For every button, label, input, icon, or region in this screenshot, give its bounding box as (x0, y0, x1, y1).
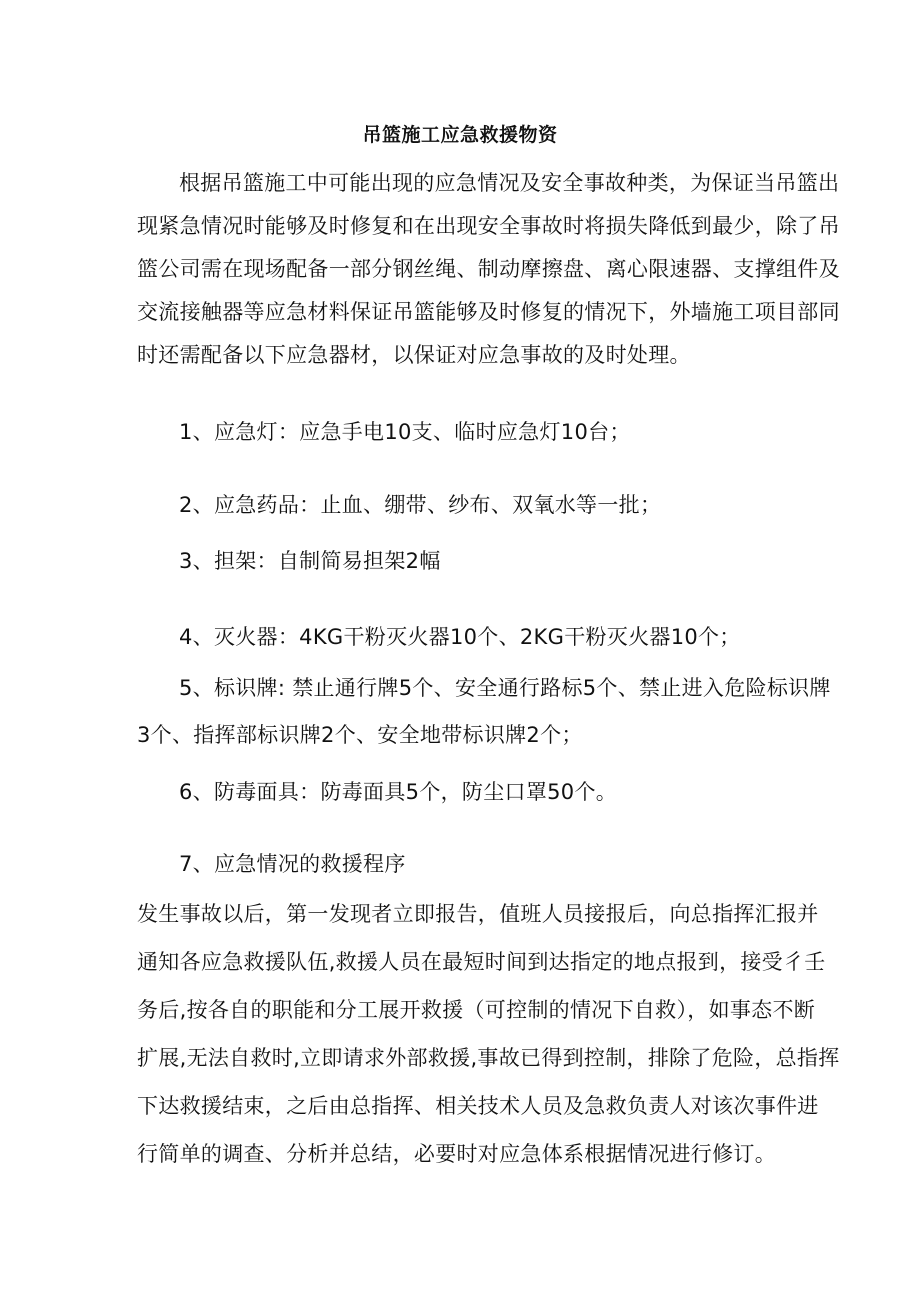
procedure-line: 通知各应急救援队伍,救援人员在最短时间到达指定的地点报到，接受彳壬 (137, 950, 826, 974)
procedure-line: 发生事故以后，第一发现者立即报告，值班人员接报后，向总指挥汇报并 (137, 902, 819, 926)
list-item-stretcher: 3、担架：自制简易担架2幅 (179, 549, 441, 573)
intro-line: 交流接触器等应急材料保证吊篮能够及时修复的情况下，外墙施工项目部同 (137, 300, 840, 324)
intro-line: 现紧急情况时能够及时修复和在出现安全事故时将损失降低到最少，除了吊 (137, 214, 840, 238)
list-item-signs: 5、标识牌: 禁止通行牌5个、安全通行路标5个、禁止进入危险标识牌 (179, 676, 831, 700)
intro-line: 时还需配备以下应急器材，以保证对应急事故的及时处理。 (137, 343, 691, 367)
intro-line: 根据吊篮施工中可能出现的应急情况及安全事故种类，为保证当吊篮出 (179, 171, 840, 195)
procedure-line: 务后,按各自的职能和分工展开救援（可控制的情况下自救），如事态不断 (137, 998, 816, 1022)
list-item-gas-mask: 6、防毒面具：防毒面具5个，防尘口罩50个。 (179, 780, 618, 804)
procedure-line: 行简单的调查、分析并总结，必要时对应急体系根据情况进行修订。 (137, 1142, 776, 1166)
list-item-fire-extinguisher: 4、灭火器：4KG干粉灭火器10个、2KG干粉灭火器10个； (179, 625, 741, 649)
procedure-line: 下达救援结束，之后由总指挥、相关技术人员及急救负责人对该次事件进 (137, 1094, 819, 1118)
list-item-rescue-procedure-heading: 7、应急情况的救援程序 (179, 852, 406, 876)
document-title: 吊篮施工应急救援物资 (362, 124, 558, 146)
procedure-line: 扩展,无法自救时,立即请求外部救援,事故已得到控制，排除了危险，总指挥 (137, 1046, 840, 1070)
list-item-emergency-light: 1、应急灯：应急手电10支、临时应急灯10台； (179, 420, 631, 444)
intro-line: 篮公司需在现场配备一部分钢丝绳、制动摩擦盘、离心限速器、支撑组件及 (137, 257, 840, 281)
list-item-signs-continued: 3个、指挥部标识牌2个、安全地带标识牌2个； (137, 723, 583, 747)
list-item-emergency-medicine: 2、应急药品：止血、绷带、纱布、双氧水等一批； (179, 493, 662, 517)
